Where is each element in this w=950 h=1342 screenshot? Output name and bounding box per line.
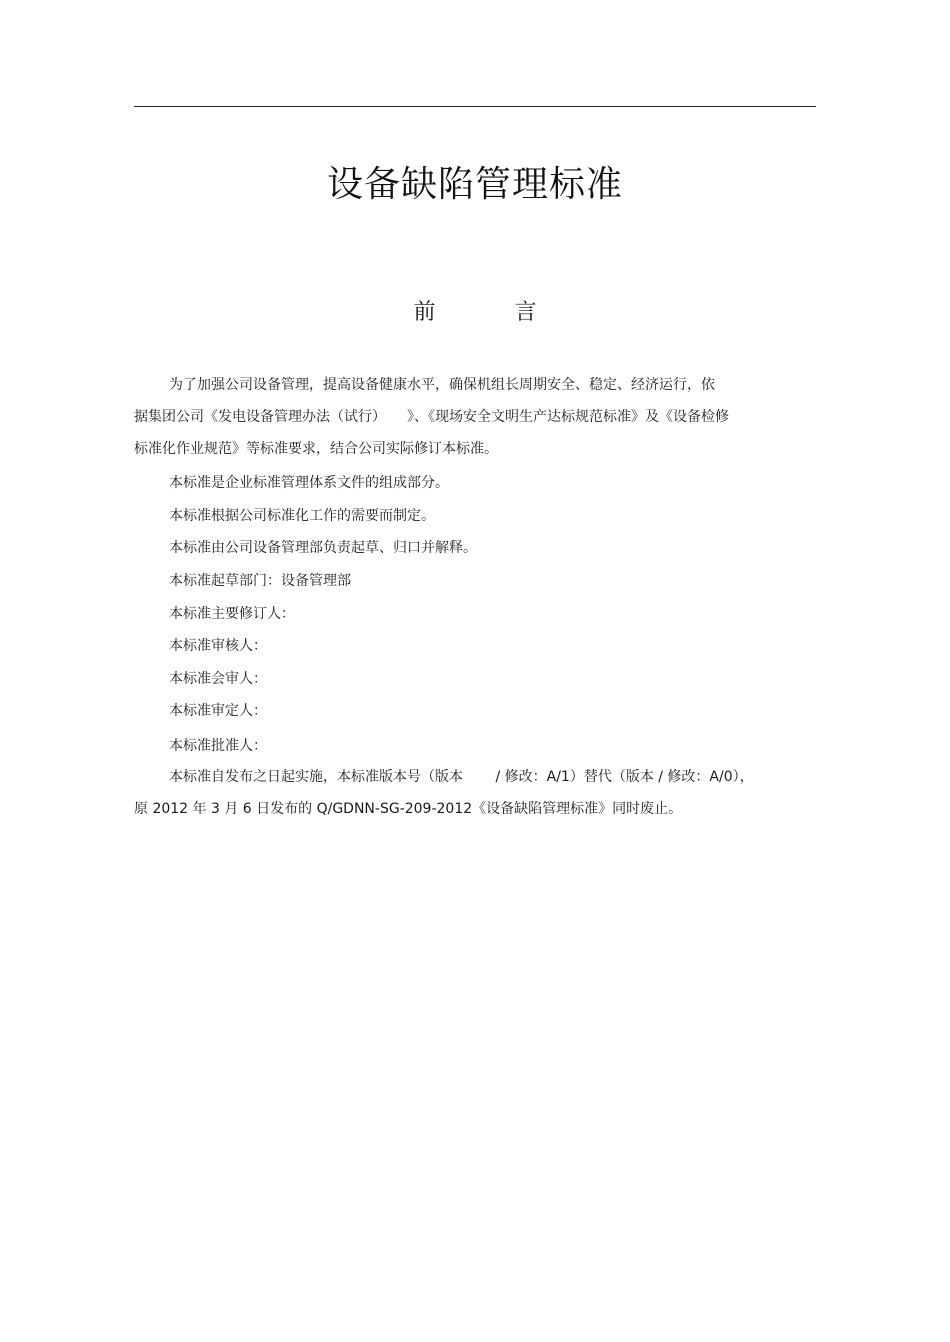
paragraph-line: 本标准是企业标准管理体系文件的组成部分。 (169, 475, 449, 491)
document-title: 设备缺陷管理标准 (326, 164, 623, 205)
paragraph-line: 据集团公司《发电设备管理办法（试行） 》、《现场安全文明生产达标规范标准》及《设备检修 (134, 409, 729, 425)
paragraph-line: 本标准审定人： (169, 703, 267, 719)
paragraph-line: 为了加强公司设备管理，提高设备健康水平，确保机组长周期安全、稳定、经济运行，依 (169, 377, 715, 393)
paragraph-line: 本标准批准人： (169, 738, 267, 754)
paragraph-line: 本标准主要修订人： (169, 606, 295, 622)
paragraph-line: 本标准自发布之日起实施，本标准版本号（版本 / 修改：A/1）替代（版本 / 修改：A/0）， (169, 769, 754, 785)
paragraph-line: 标准化作业规范》等标准要求，结合公司实际修订本标准。 (134, 441, 498, 457)
section-heading-foreword: 前 言 (413, 300, 573, 325)
paragraph-line: 本标准根据公司标准化工作的需要而制定。 (169, 508, 435, 524)
paragraph-line: 本标准会审人： (169, 671, 267, 687)
paragraph-line: 本标准审核人： (169, 638, 267, 654)
paragraph-line: 本标准由公司设备管理部负责起草、归口并解释。 (169, 540, 477, 556)
paragraph-line: 原 2012 年 3 月 6 日发布的 Q/GDNN-SG-209-2012《设备缺陷管理标准》同时废止。 (134, 801, 683, 817)
header-rule (134, 106, 816, 107)
paragraph-line: 本标准起草部门：设备管理部 (169, 573, 351, 589)
